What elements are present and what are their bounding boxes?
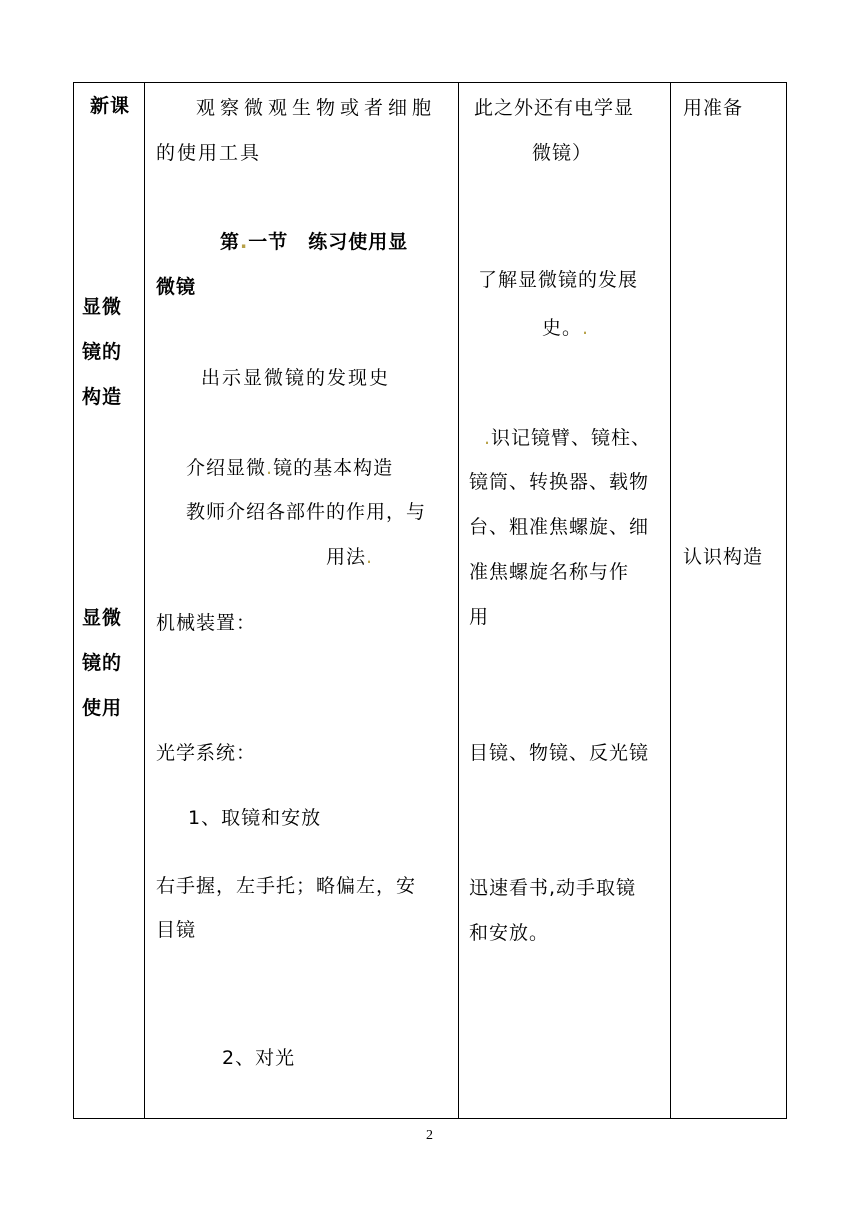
page-number: 2 — [426, 1128, 433, 1143]
parts-list-line4: 准焦螺旋名称与作 — [469, 561, 630, 583]
table-border-col3 — [670, 82, 671, 1119]
teacher-intro: 教师介绍各部件的作用，与 — [186, 501, 427, 523]
parts-list-line2: 镜筒、转换器、载物 — [469, 471, 650, 493]
table-border-left — [73, 82, 74, 1119]
history-goal-line1: 了解显微镜的发展 — [478, 269, 639, 291]
section-label-structure-1: 显微 — [82, 296, 123, 318]
step-take-and-place: 1、取镜和安放 — [188, 807, 322, 829]
section-title: 第.一节 练习使用显 — [220, 231, 409, 253]
optical-parts: 目镜、物镜、反光镜 — [469, 742, 650, 764]
student-activity-line1: 迅速看书,动手取镜 — [469, 877, 637, 899]
section-title-line2: 微镜 — [156, 276, 197, 298]
purpose-know-structure: 认识构造 — [683, 546, 764, 568]
table-border-col1 — [144, 82, 145, 1119]
history-goal-line2: 史。. — [542, 317, 590, 339]
step-light-alignment: 2、对光 — [222, 1047, 296, 1069]
holding-method-line1: 右手握，左手托；略偏左，安 — [156, 875, 417, 897]
holding-method-line2: 目镜 — [156, 919, 197, 941]
electron-microscope-line2: 微镜） — [532, 142, 593, 164]
parts-list-line1: .识记镜臂、镜柱、 — [484, 427, 652, 449]
table-border-top — [73, 82, 787, 83]
section-label-usage-1: 显微 — [82, 607, 123, 629]
section-label-usage-3: 使用 — [82, 697, 123, 719]
purpose-prepare: 用准备 — [683, 97, 744, 119]
section-label-structure-3: 构造 — [82, 386, 123, 408]
table-border-col2 — [458, 82, 459, 1119]
mechanical-parts-label: 机械装置： — [156, 612, 257, 634]
section-label-usage-2: 镜的 — [82, 652, 123, 674]
student-activity-line2: 和安放。 — [469, 922, 550, 944]
parts-list-line5: 用 — [469, 606, 490, 628]
section-label-new-lesson: 新课 — [90, 95, 131, 117]
structure-intro: 介绍显微.镜的基本构造 — [186, 457, 394, 479]
history-text: 出示显微镜的发现史 — [201, 367, 391, 389]
parts-list-line3: 台、粗准焦螺旋、细 — [469, 516, 650, 538]
table-border-right — [786, 82, 787, 1119]
usage-method: 用法. — [326, 546, 374, 568]
intro-text-line1: 观察微观生物或者细胞 — [196, 97, 437, 119]
optical-system-label: 光学系统： — [156, 742, 257, 764]
intro-text-line2: 的使用工具 — [156, 142, 262, 164]
table-border-bottom — [73, 1118, 787, 1119]
electron-microscope-line1: 此之外还有电学显 — [474, 97, 635, 119]
section-label-structure-2: 镜的 — [82, 341, 123, 363]
